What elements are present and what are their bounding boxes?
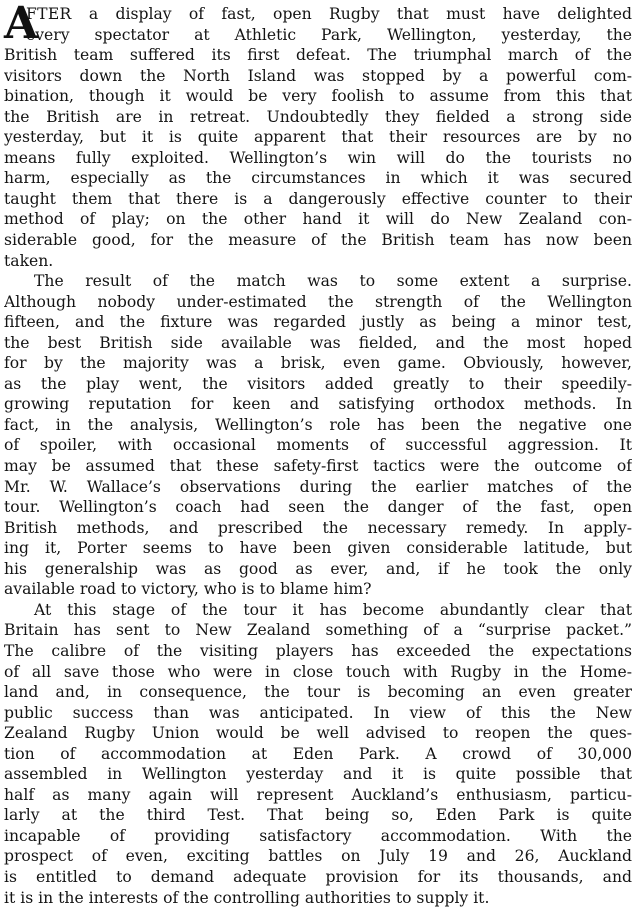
paragraph-3-line-5: land and, in consequence, the tour is becoming an even greater (4, 683, 632, 702)
paragraph-1-line-6: the British are in retreat. Undoubtedly they fielded a strong side (4, 107, 632, 126)
paragraph-3-line-11: larly at the third Test. That being so, Eden Park is quite (4, 806, 632, 825)
paragraph-2-line-10: may be assumed that these safety-first tactics were the outcome of (4, 457, 632, 476)
paragraph-1-line-1 (4, 4, 632, 25)
paragraph-3-line-14: is entitled to demand adequate provision for its thousands, and (4, 867, 632, 886)
paragraph-1-line-7: yesterday, but it is quite apparent that their resources are by no (4, 128, 632, 147)
paragraph-1-line-11: method of play; on the other hand it will do New Zealand con- (4, 210, 632, 229)
paragraph-2-line-3: fifteen, and the fixture was regarded justly as being a minor test, (4, 313, 632, 332)
paragraph-2-line-7: growing reputation for keen and satisfying orthodox methods. In (4, 395, 632, 414)
line-text: a display of fast, open Rugby that must have delighted (71, 5, 632, 23)
paragraph-3-line-12: incapable of providing satisfactory accommodation. With the (4, 826, 632, 845)
paragraph-3-line-1: At this stage of the tour it has become abundantly clear that (34, 600, 632, 619)
paragraph-2-line-9: of spoiler, with occasional moments of successful aggression. It (4, 436, 632, 455)
paragraph-1-line-4: visitors down the North Island was stopped by a powerful com- (4, 66, 632, 85)
paragraph-1-line-13: taken. (4, 251, 54, 270)
paragraph-1-line-10: taught them that there is a dangerously effective counter to their (4, 189, 632, 208)
paragraph-3-line-10: half as many again will represent Auckland’s enthusiasm, particu- (4, 785, 632, 804)
paragraph-3-line-13: prospect of even, exciting battles on July 19 and 26, Auckland (4, 847, 632, 866)
drop-cap: A (4, 0, 39, 49)
paragraph-2-line-12: tour. Wellington’s coach had seen the danger of the fast, open (4, 498, 632, 517)
paragraph-3-line-9: assembled in Wellington yesterday and it is quite possible that (4, 765, 632, 784)
paragraph-2-line-2: Although nobody under-estimated the strength of the Wellington (4, 292, 632, 311)
paragraph-1-line-5: bination, though it would be very foolish to assume from this that (4, 87, 632, 106)
paragraph-3-line-2: Britain has sent to New Zealand something of a “surprise packet.” (4, 621, 632, 640)
paragraph-3-line-3: The calibre of the visiting players has exceeded the expectations (4, 641, 632, 660)
first-word-rest: FTER (26, 5, 72, 23)
paragraph-1-line-2: every spectator at Athletic Park, Wellington, yesterday, the (26, 25, 632, 44)
paragraph-2-line-14: ing it, Porter seems to have been given considerable latitude, but (4, 539, 632, 558)
paragraph-1-line-12: siderable good, for the measure of the British team has now been (4, 231, 632, 250)
paragraph-3-line-7: Zealand Rugby Union would be well advised to reopen the ques- (4, 724, 632, 743)
paragraph-3-line-6: public success than was anticipated. In view of this the New (4, 703, 632, 722)
paragraph-3-line-8: tion of accommodation at Eden Park. A crowd of 30,000 (4, 744, 632, 763)
paragraph-2-line-15: his generalship was as good as ever, and, if he took the only (4, 559, 632, 578)
paragraph-2-line-1: The result of the match was to some extent a surprise. (34, 272, 632, 291)
paragraph-2-line-4: the best British side available was fielded, and the most hoped (4, 333, 632, 352)
paragraph-3-line-15: it is in the interests of the controlling authorities to supply it. (4, 888, 490, 907)
paragraph-1-line-9: harm, especially as the circumstances in which it was secured (4, 169, 632, 188)
paragraph-2-line-11: Mr. W. Wallace’s observations during the earlier matches of the (4, 477, 632, 496)
paragraph-2-line-13: British methods, and prescribed the necessary remedy. In apply- (4, 518, 632, 537)
paragraph-2-line-8: fact, in the analysis, Wellington’s role has been the negative one (4, 415, 632, 434)
article-body (4, 0, 632, 908)
paragraph-1-line-8: means fully exploited. Wellington’s win will do the tourists no (4, 148, 632, 167)
paragraph-2-line-6: as the play went, the visitors added greatly to their speedily- (4, 374, 632, 393)
paragraph-2-line-5: for by the majority was a brisk, even game. Obviously, however, (4, 354, 632, 373)
paragraph-2-line-16: available road to victory, who is to blame him? (4, 580, 372, 599)
paragraph-1-line-3: British team suffered its first defeat. The triumphal march of the (4, 46, 632, 65)
paragraph-3-line-4: of all save those who were in close touch with Rugby in the Home- (4, 662, 632, 681)
